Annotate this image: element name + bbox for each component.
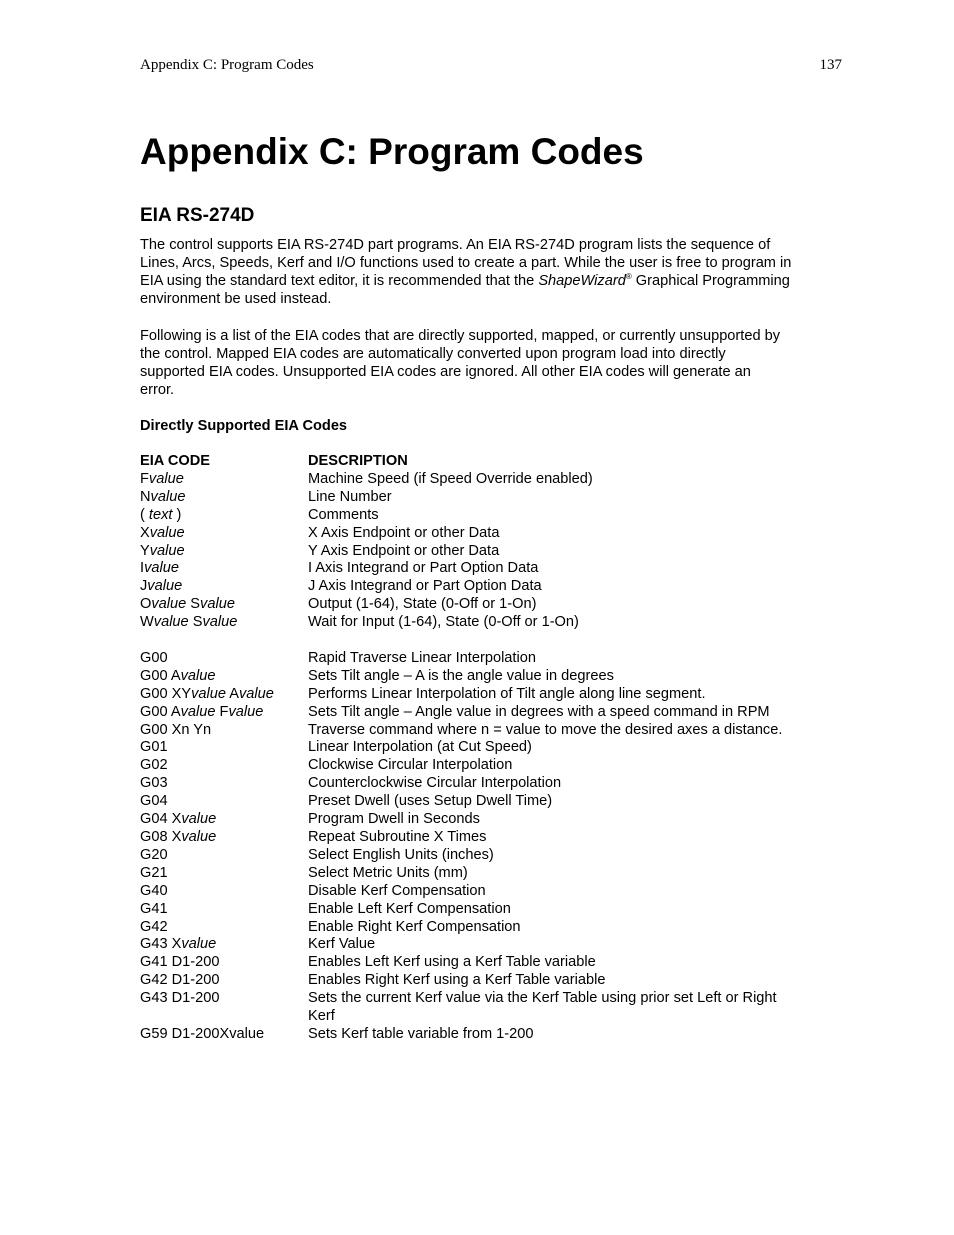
eia-code: [140, 990, 308, 1008]
description-line: X Axis Endpoint or other Data: [308, 524, 500, 541]
description-line: Enables Right Kerf using a Kerf Table variable: [308, 972, 606, 989]
code-text: N: [140, 488, 151, 505]
description-line: Y Axis Endpoint or other Data: [308, 542, 500, 559]
running-header-title: Appendix C: Program Codes: [140, 57, 314, 73]
code-group-basic: [140, 471, 844, 632]
following-line: supported EIA codes. Unsupported EIA codes are ignored. All other EIA codes will generate an: [140, 364, 751, 380]
code-text: G41 D1-200: [140, 954, 220, 971]
code-text: G08 X: [140, 829, 182, 846]
code-text: S: [186, 596, 201, 613]
description-line: Output (1-64), State (0-Off or 1-On): [308, 596, 537, 613]
eia-code: [140, 775, 308, 793]
code-text: G01: [140, 739, 168, 756]
code-description: [308, 829, 844, 847]
description-line: Kerf Value: [308, 936, 376, 953]
table-row: [140, 883, 844, 901]
description-line: Kerf: [308, 1008, 335, 1025]
eia-code: [140, 954, 308, 972]
following-line: error.: [140, 382, 175, 398]
description-line: Sets Tilt angle – Angle value in degrees with a speed command in RPM: [308, 703, 770, 720]
section-heading: EIA RS-274D: [140, 205, 255, 226]
code-placeholder: value: [200, 596, 235, 613]
description-line: Traverse command where n = value to move the desired axes a distance.: [308, 721, 783, 738]
description-line: Select English Units (inches): [308, 846, 494, 863]
code-text: G42: [140, 918, 168, 935]
code-text: S: [188, 614, 203, 631]
code-text: G43 D1-200: [140, 990, 220, 1007]
eia-code: [140, 560, 308, 578]
table-row: [140, 775, 844, 793]
code-description: [308, 686, 844, 704]
code-description: [308, 471, 844, 489]
eia-code: [140, 739, 308, 757]
code-description: [308, 757, 844, 775]
code-description: [308, 972, 844, 990]
description-line: J Axis Integrand or Part Option Data: [308, 578, 542, 595]
eia-code: [140, 614, 308, 632]
code-placeholder: value: [150, 488, 186, 505]
description-line: Performs Linear Interpolation of Tilt angle along line segment.: [308, 685, 706, 702]
description-line: Enables Left Kerf using a Kerf Table variable: [308, 954, 596, 971]
table-row: [140, 847, 844, 865]
following-paragraph: [140, 327, 844, 399]
table-row: [140, 650, 844, 668]
table-subheading: Directly Supported EIA Codes: [140, 418, 348, 434]
table-row: [140, 757, 844, 775]
code-placeholder: value: [181, 936, 217, 953]
eia-code: [140, 901, 308, 919]
code-text: O: [140, 596, 152, 613]
code-text: G00 XY: [140, 685, 192, 702]
code-description: [308, 847, 844, 865]
code-description: [308, 704, 844, 722]
code-description: [308, 919, 844, 937]
code-description: [308, 901, 844, 919]
description-line: Clockwise Circular Interpolation: [308, 757, 513, 774]
eia-code: [140, 543, 308, 561]
code-text: G00: [140, 649, 168, 666]
code-placeholder: value: [144, 560, 179, 577]
code-description: [308, 865, 844, 883]
code-text: (: [140, 506, 149, 523]
description-line: I Axis Integrand or Part Option Data: [308, 560, 539, 577]
eia-code: [140, 883, 308, 901]
page-number: 137: [819, 57, 842, 73]
table-row: [140, 686, 844, 704]
code-description: [308, 739, 844, 757]
code-text: G20: [140, 846, 168, 863]
code-text: I: [140, 560, 145, 577]
table-row: [140, 865, 844, 883]
code-text: G00 A: [140, 667, 181, 684]
intro-line: [140, 272, 844, 290]
table-row: [140, 614, 844, 632]
eia-code: [140, 650, 308, 668]
code-description: [308, 596, 844, 614]
table-row: [140, 811, 844, 829]
table-row: [140, 668, 844, 686]
table-row: [140, 901, 844, 919]
intro-line: The control supports EIA RS-274D part programs. An EIA RS-274D program lists the sequence of: [140, 237, 771, 253]
eia-code: [140, 919, 308, 937]
eia-code: [140, 829, 308, 847]
column-header-description: DESCRIPTION: [308, 453, 408, 469]
following-line: the control. Mapped EIA codes are automatically converted upon program load into directly: [140, 346, 726, 362]
code-description: [308, 507, 844, 525]
description-line: Repeat Subroutine X Times: [308, 829, 487, 846]
intro-text: EIA using the standard text editor, it is recommended that the: [140, 273, 539, 289]
eia-code: [140, 489, 308, 507]
code-text: J: [140, 578, 148, 595]
table-row: [140, 596, 844, 614]
code-text: G59 D1-200Xvalue: [140, 1025, 265, 1042]
code-placeholder: value: [181, 811, 217, 828]
eia-code: [140, 936, 308, 954]
code-description: [308, 793, 844, 811]
code-group-g-codes: [140, 650, 844, 1044]
eia-code-table: [140, 453, 844, 1044]
code-text: ): [172, 506, 182, 523]
intro-paragraph: [140, 236, 844, 308]
code-placeholder: value: [180, 667, 216, 684]
description-line: Wait for Input (1-64), State (0-Off or 1-On): [308, 614, 579, 631]
code-description: [308, 722, 844, 740]
description-line: Sets Kerf table variable from 1-200: [308, 1025, 534, 1042]
code-text: G43 X: [140, 936, 182, 953]
eia-code: [140, 757, 308, 775]
running-header: [140, 57, 842, 77]
code-text: G02: [140, 757, 168, 774]
code-placeholder: value: [181, 829, 217, 846]
code-text: G21: [140, 864, 168, 881]
description-line: Line Number: [308, 488, 392, 505]
description-line: Linear Interpolation (at Cut Speed): [308, 739, 532, 756]
code-text: G40: [140, 882, 168, 899]
table-row: [140, 543, 844, 561]
registered-mark: ®: [625, 272, 632, 281]
code-placeholder: value: [149, 542, 185, 559]
code-text: G00 Xn Yn: [140, 721, 212, 738]
code-placeholder: value: [238, 685, 274, 702]
code-text: Y: [140, 542, 150, 559]
code-text: W: [140, 614, 154, 631]
following-line: Following is a list of the EIA codes that are directly supported, mapped, or currently unsupported by: [140, 328, 781, 344]
table-row: [140, 489, 844, 507]
table-row: [140, 471, 844, 489]
code-description: [308, 668, 844, 686]
eia-code: [140, 686, 308, 704]
eia-code: [140, 668, 308, 686]
table-row: [140, 560, 844, 578]
code-placeholder: text: [148, 506, 173, 523]
code-description: [308, 543, 844, 561]
code-text: X: [140, 524, 150, 541]
description-line: Sets the current Kerf value via the Kerf Table using prior set Left or Right: [308, 990, 777, 1007]
eia-code: [140, 722, 308, 740]
code-placeholder: value: [228, 703, 264, 720]
table-row: [140, 507, 844, 525]
table-row: [140, 578, 844, 596]
table-row: [140, 722, 844, 740]
eia-code: [140, 704, 308, 722]
code-text: G04 X: [140, 811, 182, 828]
code-description: [308, 883, 844, 901]
code-description: [308, 614, 844, 632]
table-row: [140, 525, 844, 543]
description-line: Machine Speed (if Speed Override enabled): [308, 470, 593, 487]
table-row: [140, 990, 844, 1026]
code-placeholder: value: [153, 614, 189, 631]
code-description: [308, 990, 844, 1026]
description-line: Enable Right Kerf Compensation: [308, 918, 521, 935]
table-row: [140, 936, 844, 954]
intro-text: Graphical Programming: [631, 273, 790, 289]
table-row: [140, 739, 844, 757]
description-line: Disable Kerf Compensation: [308, 882, 486, 899]
code-description: [308, 525, 844, 543]
code-text: G42 D1-200: [140, 972, 220, 989]
code-text: G03: [140, 775, 168, 792]
intro-line: environment be used instead.: [140, 291, 332, 307]
page-title: Appendix C: Program Codes: [140, 131, 644, 172]
table-row: [140, 1026, 844, 1044]
code-text: G00 A: [140, 703, 181, 720]
eia-code: [140, 865, 308, 883]
eia-code: [140, 525, 308, 543]
eia-code: [140, 972, 308, 990]
eia-code: [140, 471, 308, 489]
description-line: Program Dwell in Seconds: [308, 811, 480, 828]
group-spacer: [140, 632, 844, 650]
column-header-code: EIA CODE: [140, 453, 211, 469]
code-description: [308, 936, 844, 954]
code-placeholder: value: [149, 524, 185, 541]
code-placeholder: value: [180, 703, 216, 720]
table-row: [140, 793, 844, 811]
description-line: Sets Tilt angle – A is the angle value in degrees: [308, 667, 614, 684]
table-row: [140, 919, 844, 937]
table-row: [140, 704, 844, 722]
table-row: [140, 972, 844, 990]
eia-code: [140, 811, 308, 829]
code-description: [308, 775, 844, 793]
eia-code: [140, 578, 308, 596]
table-row: [140, 829, 844, 847]
table-header-row: [140, 453, 844, 471]
code-description: [308, 1026, 844, 1044]
code-text: G41: [140, 900, 168, 917]
code-description: [308, 811, 844, 829]
code-placeholder: value: [202, 614, 238, 631]
intro-line: Lines, Arcs, Speeds, Kerf and I/O functions used to create a part. While the user is free to program in: [140, 255, 792, 271]
code-description: [308, 560, 844, 578]
description-line: Rapid Traverse Linear Interpolation: [308, 649, 536, 666]
description-line: Enable Left Kerf Compensation: [308, 900, 511, 917]
code-placeholder: value: [148, 470, 184, 487]
code-placeholder: value: [191, 685, 226, 702]
table-row: [140, 954, 844, 972]
eia-code: [140, 1026, 308, 1044]
description-line: Select Metric Units (mm): [308, 864, 468, 881]
description-line: Preset Dwell (uses Setup Dwell Time): [308, 793, 553, 810]
code-description: [308, 489, 844, 507]
description-line: Counterclockwise Circular Interpolation: [308, 775, 562, 792]
code-description: [308, 954, 844, 972]
code-text: F: [215, 703, 229, 720]
eia-code: [140, 847, 308, 865]
code-text: F: [140, 470, 149, 487]
code-description: [308, 650, 844, 668]
description-line: Comments: [308, 506, 379, 523]
code-placeholder: value: [151, 596, 187, 613]
product-name: ShapeWizard: [538, 273, 626, 289]
eia-code: [140, 596, 308, 614]
code-description: [308, 578, 844, 596]
code-text: G04: [140, 793, 168, 810]
eia-code: [140, 507, 308, 525]
code-placeholder: value: [147, 578, 183, 595]
code-text: A: [226, 685, 239, 702]
eia-code: [140, 793, 308, 811]
